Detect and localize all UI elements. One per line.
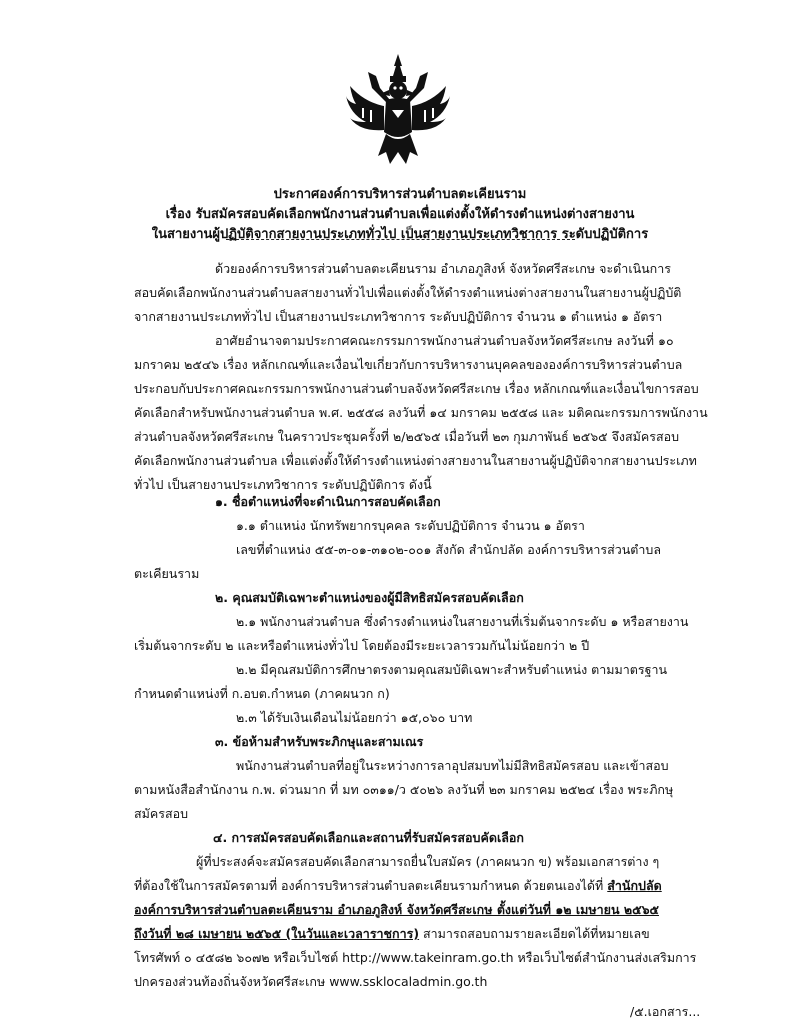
section-3-line: พนักงานส่วนตำบลที่อยู่ในระหว่างการลาอุปสมบทไม่มีสิทธิสมัครสอบ และเข้าสอบ — [236, 758, 669, 773]
contact-line: ปกครองส่วนท้องถิ่นจังหวัดศรีสะเกษ www.ssklocaladmin.go.th — [134, 974, 488, 989]
application-location-cont: องค์การบริหารส่วนตำบลตะเคียนราม อำเภอภูสิงห์ จังหวัดศรีสะเกษ ตั้งแต่วันที่ ๑๒ เมษายน ๒๕๖๕ — [134, 902, 659, 917]
section-2-line: กำหนดตำแหน่งที่ ก.อบต.กำหนด (ภาคผนวก ก) — [134, 686, 390, 701]
section-2-heading: ๒. คุณสมบัติเฉพาะตำแหน่งของผู้มีสิทธิสมัครสอบคัดเลือก — [215, 590, 524, 605]
section-3-heading: ๓. ข้อห้ามสำหรับพระภิกษุและสามเณร — [215, 734, 424, 749]
authority-line: มกราคม ๒๕๔๖ เรื่อง หลักเกณฑ์และเงื่อนไขเกี่ยวกับการบริหารงานบุคคลขององค์การบริหารส่วนตำบล — [134, 357, 683, 372]
section-2-line: ๒.๒ มีคุณสมบัติการศึกษาตรงตามคุณสมบัติเฉพาะสำหรับตำแหน่ง ตามมาตรฐาน — [236, 662, 668, 677]
intro-line: สอบคัดเลือกพนักงานส่วนตำบลสายงานทั่วไปเพื่อแต่งตั้งให้ดำรงตำแหน่งต่างสายงานในสายงานผู้ปฏิบัติ — [134, 285, 682, 300]
authority-line: อาศัยอำนาจตามประกาศคณะกรรมการพนักงานส่วนตำบลจังหวัดศรีสะเกษ ลงวันที่ ๑๐ — [215, 333, 674, 348]
section-3-line: สมัครสอบ — [134, 806, 189, 821]
section-1-line: เลขที่ตำแหน่ง ๕๕-๓-๐๑-๓๑๐๒-๐๐๑ สังกัด สำนักปลัด องค์การบริหารส่วนตำบล — [236, 542, 662, 557]
announcement-subject: เรื่อง รับสมัครสอบคัดเลือกพนักงานส่วนตำบลเพื่อแต่งตั้งให้ดำรงตำแหน่งต่างสายงาน — [165, 207, 635, 222]
section-1-line: ตะเคียนราม — [134, 566, 200, 581]
separator-line — [226, 239, 575, 240]
section-4-line — [134, 878, 662, 894]
application-location: สำนักปลัด — [607, 878, 662, 893]
announcement-subject-cont: ในสายงานผู้ปฏิบัติจากสายงานประเภททั่วไป เป็นสายงานประเภทวิชาการ ระดับปฏิบัติการ — [151, 227, 649, 242]
announcement-title: ประกาศองค์การบริหารส่วนตำบลตะเคียนราม — [273, 187, 527, 202]
authority-line: ประกอบกับประกาศคณะกรรมการพนักงานส่วนตำบลจังหวัดศรีสะเกษ เรื่อง หลักเกณฑ์และเงื่อนไขการสอบ — [134, 381, 699, 396]
section-1-heading: ๑. ชื่อตำแหน่งที่จะดำเนินการสอบคัดเลือก — [215, 494, 441, 509]
section-2-line: ๒.๑ พนักงานส่วนตำบล ซึ่งดำรงตำแหน่งในสายงานที่เริ่มต้นจากระดับ ๑ หรือสายงาน — [236, 614, 689, 629]
section-2-line: เริ่มต้นจากระดับ ๒ และหรือตำแหน่งทั่วไป โดยต้องมีระยะเวลารวมกันไม่น้อยกว่า ๒ ปี — [134, 638, 590, 653]
section-1-line: ๑.๑ ตำแหน่ง นักทรัพยากรบุคคล ระดับปฏิบัติการ จำนวน ๑ อัตรา — [236, 518, 585, 533]
section-4-line — [134, 926, 650, 942]
section-3-line: ตามหนังสือสำนักงาน ก.พ. ด่วนมาก ที่ มท ๐๓๑๑/ว ๕๐๒๖ ลงวันที่ ๒๓ มกราคม ๒๕๒๔ เรื่อง พระภิกษุ — [134, 782, 674, 797]
continuation-note: /๕.เอกสาร... — [630, 1004, 701, 1019]
intro-line: ด้วยองค์การบริหารส่วนตำบลตะเคียนราม อำเภอภูสิงห์ จังหวัดศรีสะเกษ จะดำเนินการ — [215, 261, 671, 276]
application-period: ถึงวันที่ ๒๘ เมษายน ๒๕๖๕ (ในวันและเวลาราชการ) — [134, 926, 420, 941]
authority-line: คัดเลือกสำหรับพนักงานส่วนตำบล พ.ศ. ๒๕๕๘ ลงวันที่ ๑๔ มกราคม ๒๕๕๘ และ มติคณะกรรมการพนักงาน — [134, 405, 708, 420]
section-4-line: ผู้ที่ประสงค์จะสมัครสอบคัดเลือกสามารถยื่นใบสมัคร (ภาคผนวก ข) พร้อมเอกสารต่าง ๆ — [196, 854, 660, 869]
authority-line: ทั่วไป เป็นสายงานประเภทวิชาการ ระดับปฏิบัติการ ดังนี้ — [134, 477, 432, 492]
section-4-text: สามารถสอบถามรายละเอียดได้ที่หมายเลข — [419, 926, 650, 941]
section-4-heading: ๔. การสมัครสอบคัดเลือกและสถานที่รับสมัครสอบคัดเลือก — [213, 830, 524, 845]
section-4-text: ที่ต้องใช้ในการสมัครตามที่ องค์การบริหารส่วนตำบลตะเคียนรามกำหนด ด้วยตนเองได้ที่ — [134, 878, 608, 893]
intro-line: จากสายงานประเภททั่วไป เป็นสายงานประเภทวิชาการ ระดับปฏิบัติการ จำนวน ๑ ตำแหน่ง ๑ อัตรา — [134, 309, 663, 324]
authority-line: ส่วนตำบลจังหวัดศรีสะเกษ ในคราวประชุมครั้งที่ ๒/๒๕๖๕ เมื่อวันที่ ๒๓ กุมภาพันธ์ ๒๕๖๕ จึงสมัครสอบ — [134, 429, 680, 444]
section-2-line: ๒.๓ ได้รับเงินเดือนไม่น้อยกว่า ๑๕,๐๖๐ บาท — [236, 710, 473, 725]
authority-line: คัดเลือกพนักงานส่วนตำบล เพื่อแต่งตั้งให้ดำรงตำแหน่งต่างสายงานในสายงานผู้ปฏิบัติจากสายงานประเภท — [134, 453, 697, 468]
garuda-emblem-icon — [346, 52, 450, 170]
contact-line: โทรศัพท์ ๐ ๔๕๘๒ ๖๐๗๒ หรือเว็บไซต์ http://www.takeinram.go.th หรือเว็บไซต์สำนักงานส่งเสริมการ — [134, 950, 697, 965]
